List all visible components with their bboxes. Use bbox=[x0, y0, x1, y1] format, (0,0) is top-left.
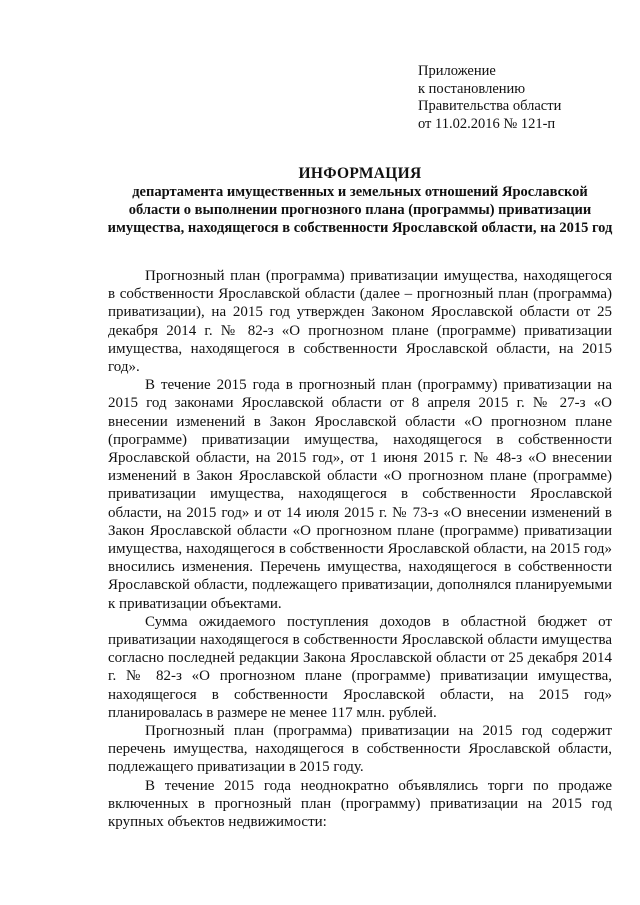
document-body bbox=[108, 267, 612, 831]
document-title-block bbox=[105, 165, 615, 237]
body-paragraph: В течение 2015 года неоднократно объявлялись торги по продаже включенных в прогнозный план (программу) приватизации на 2015 год крупных объектов недвижимости: bbox=[108, 777, 612, 831]
body-paragraph: Прогнозный план (программа) приватизации на 2015 год содержит перечень имущества, находящегося в собственности Ярославской области, подлежащего приватизации в 2015 году. bbox=[108, 723, 612, 776]
document-title: ИНФОРМАЦИЯ bbox=[298, 165, 422, 182]
appendix-line: Приложение bbox=[418, 63, 496, 79]
body-paragraph: Сумма ожидаемого поступления доходов в областной бюджет от приватизации находящегося в собственности Ярославской области имущества согласно последней редакции Закона Ярославской области от 25 декабря 2014 г. № 82-з «О прогнозном плане (программе) приватизации имущества, находящегося в собственности Ярославской области, на 2015 год» планировалась в размере не менее 117 млн. рублей. bbox=[108, 613, 612, 721]
appendix-line: к постановлению bbox=[418, 80, 526, 97]
body-paragraph: В течение 2015 года в прогнозный план (программу) приватизации на 2015 год законами Ярославской области от 8 апреля 2015 г. № 27-з «О внесении изменений в Закон Ярославской области «О прогнозном плане (программе) приватизации имущества, находящегося в собственности Ярославской области, на 2015 год», от 1 июня 2015 г. № 48-з «О внесении изменений в Закон Ярославской области «О прогнозном плане (программе) приватизации имущества, находящегося в собственности Ярославской области, на 2015 год» и от 14 июля 2015 г. № 73-з «О внесении изменений в Закон Ярославской области «О прогнозном плане (программе) приватизации имущества, находящегося в собственности Ярославской области, на 2015 год» вносились изменения. Перечень имущества, находящегося в собственности Ярославской области, подлежащего приватизации, дополнялся планируемыми к приватизации объектами. bbox=[108, 377, 612, 612]
body-paragraph: Прогнозный план (программа) приватизации имущества, находящегося в собственности Ярославской области (далее – прогнозный план (программа) приватизации), на 2015 год утвержден Законом Ярославской области от 25 декабря 2014 г. № 82-з «О прогнозном плане (программе) приватизации имущества, находящегося в собственности Ярославской области, на 2015 год». bbox=[108, 268, 612, 376]
appendix-line: от 11.02.2016 № 121-п bbox=[418, 115, 556, 132]
appendix-block bbox=[418, 63, 561, 133]
appendix-line: Правительства области bbox=[418, 98, 562, 114]
document-subtitle: департамента имущественных и земельных отношений Ярославской области о выполнении прогнозного плана (программы) приватизации имущества, находящегося в собственности Ярославской области, на 2015 год bbox=[107, 184, 613, 236]
